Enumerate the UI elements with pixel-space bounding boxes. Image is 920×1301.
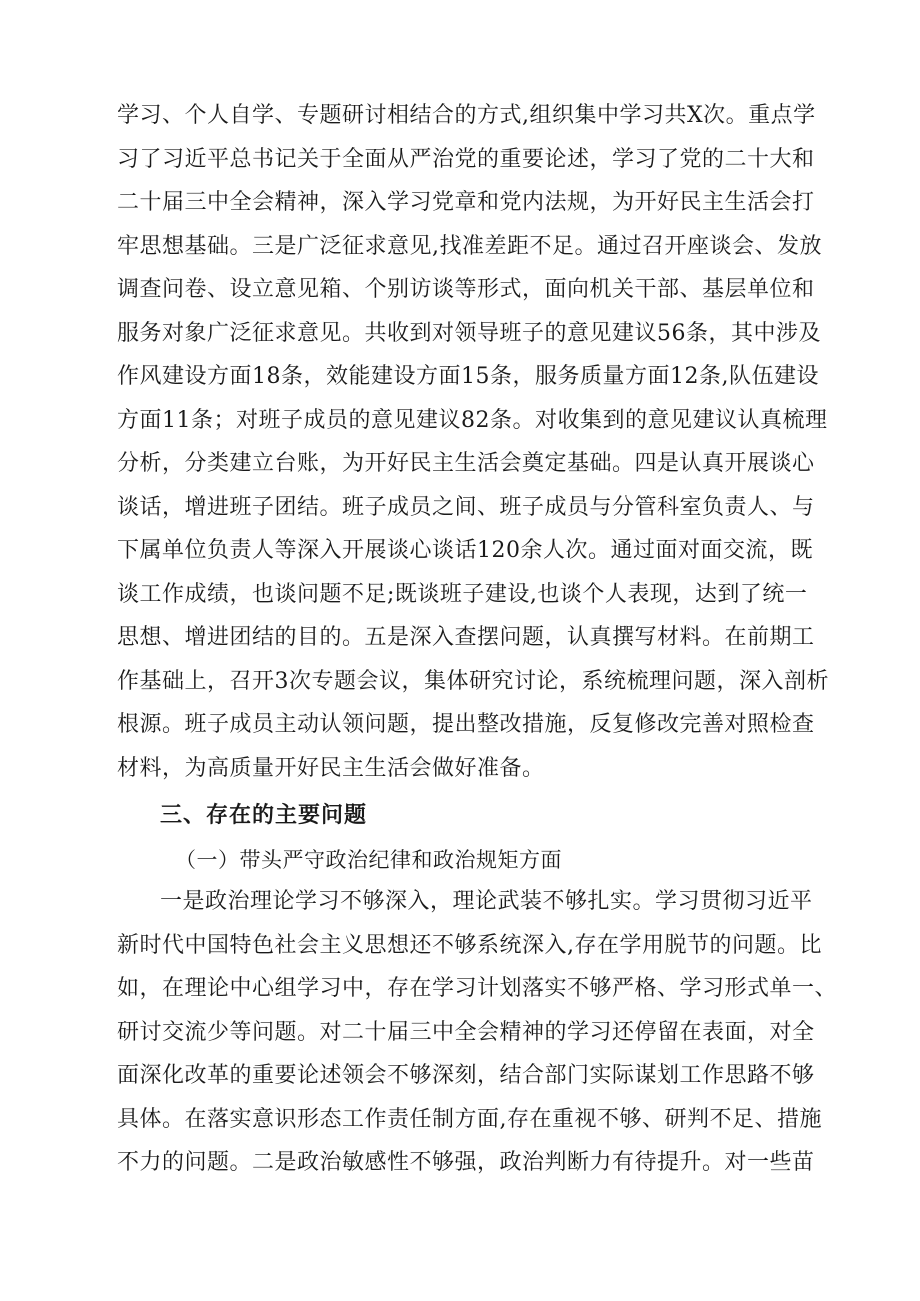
text-line: 作风建设方面18条，效能建设方面15条，服务质量方面12条,队伍建设 <box>117 364 819 389</box>
section-heading: 三、存在的主要问题 <box>160 803 368 828</box>
text-line: 研讨交流少等问题。对二十届三中全会精神的学习还停留在表面，对全 <box>117 1019 815 1045</box>
text-line: 不力的问题。二是政治敏感性不够强，政治判断力有待提升。对一些苗 <box>117 1150 815 1175</box>
subsection-heading: （一）带头严守政治纪律和政治规矩方面 <box>175 848 562 872</box>
text-line: 作基础上，召开3次专题会议，集体研究讨论，系统梳理问题，深入剖析 <box>117 668 829 694</box>
text-line: 牢思想基础。三是广泛征求意见,找准差距不足。通过召开座谈会、发放 <box>117 233 822 259</box>
text-line: 服务对象广泛征求意见。共收到对领导班子的意见建议56条，其中涉及 <box>117 320 821 346</box>
text-line: 学习、个人自学、专题研讨相结合的方式,组织集中学习共X次。重点学 <box>117 103 816 128</box>
text-line: 具体。在落实意识形态工作责任制方面,存在重视不够、研判不足、措施 <box>117 1106 822 1132</box>
text-line: 一是政治理论学习不够深入，理论武装不够扎实。学习贯彻习近平 <box>160 889 813 914</box>
text-line: 新时代中国特色社会主义思想还不够系统深入,存在学用脱节的问题。比 <box>117 932 822 958</box>
text-line: 下属单位负责人等深入开展谈心谈话120余人次。通过面对面交流，既 <box>117 538 813 563</box>
text-line: 思想、增进团结的目的。五是深入查摆问题，认真撰写材料。在前期工 <box>117 625 815 650</box>
text-line: 如，在理论中心组学习中，存在学习计划落实不够严格、学习形式单一、 <box>117 976 838 1001</box>
text-line: 谈工作成绩，也谈问题不足;既谈班子建设,也谈个人表现，达到了统一 <box>117 581 808 607</box>
text-line: 方面11条；对班子成员的意见建议82条。对收集到的意见建议认真梳理 <box>117 407 828 433</box>
text-line: 根源。班子成员主动认领问题，提出整改措施，反复修改完善对照检查 <box>117 712 815 737</box>
text-line: 调查问卷、设立意见箱、个别访谈等形式，面向机关干部、基层单位和 <box>117 277 815 302</box>
text-line: 谈话，增进班子团结。班子成员之间、班子成员与分管科室负责人、与 <box>117 494 815 520</box>
text-line: 面深化改革的重要论述领会不够深刻，结合部门实际谋划工作思路不够 <box>117 1063 815 1088</box>
text-line: 习了习近平总书记关于全面从严治党的重要论述，学习了党的二十大和 <box>117 146 815 172</box>
text-line: 分析，分类建立台账，为开好民主生活会奠定基础。四是认真开展谈心 <box>117 451 815 476</box>
text-line: 二十届三中全会精神，深入学习党章和党内法规，为开好民主生活会打 <box>117 190 815 215</box>
text-line: 材料，为高质量开好民主生活会做好准备。 <box>117 755 545 781</box>
